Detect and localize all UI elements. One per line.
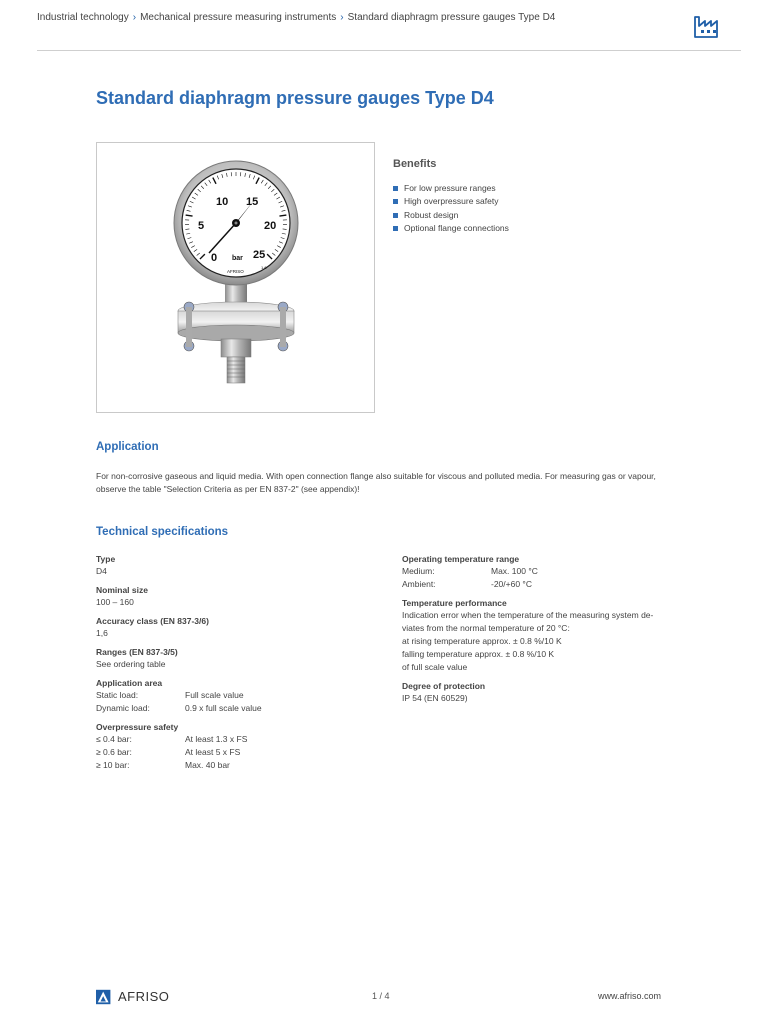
pressure-gauge-image [97,143,374,412]
spec-value: Full scale value [185,690,244,700]
spec-value: At least 5 x FS [185,747,241,757]
chevron-right-icon: › [132,12,137,23]
list-item: High overpressure safety [393,195,509,208]
spec-value: 0.9 x full scale value [185,703,262,713]
spec-operating-temperature [402,553,682,591]
spec-value: At least 1.3 x FS [185,734,248,744]
spec-row [402,578,682,591]
website-link[interactable]: www.afriso.com [598,991,662,1001]
spec-accuracy [96,615,376,640]
spec-value: See ordering table [96,659,166,669]
tech-specs-right-column [402,553,682,711]
header-divider [37,50,741,51]
breadcrumb [37,12,577,24]
page-title: Standard diaphragm pressure gauges Type D4 [96,88,494,108]
spec-label: Type [96,554,116,564]
gauge-scale-0: 0 [211,252,218,264]
spec-key: Static load: [96,690,139,700]
footer-brand: AFRISO [118,989,170,1004]
breadcrumb-link-industrial-technology[interactable]: Industrial technology [37,12,129,23]
spec-label: Overpressure safety [96,722,179,732]
spec-row [96,759,376,772]
spec-value: falling temperature approx. ± 0.8 %/10 K [402,649,555,659]
spec-value: viates from the normal temperature of 20 °C: [402,623,570,633]
spec-key: Medium: [402,566,435,576]
gauge-scale-5: 5 [198,220,205,232]
chevron-right-icon: › [340,12,344,23]
spec-value: Indication error when the temperature of the measuring system de- [402,610,654,620]
spec-value: of full scale value [402,662,468,672]
tech-specs-left-column [96,553,376,778]
spec-value: IP 54 (EN 60529) [402,693,468,703]
spec-label: Operating temperature range [402,554,520,564]
factory-icon [693,13,721,39]
spec-label: Degree of protection [402,681,486,691]
list-item: For low pressure ranges [393,182,509,195]
spec-key: Ambient: [402,579,436,589]
spec-temperature-performance [402,597,682,674]
breadcrumb-link-mechanical-pressure[interactable]: Mechanical pressure measuring instruments [140,12,337,23]
spec-label: Nominal size [96,585,148,595]
gauge-scale-10: 10 [216,196,229,208]
spec-overpressure-safety [96,721,376,772]
spec-label: Ranges (EN 837-3/5) [96,647,178,657]
gauge-scale-20: 20 [264,220,277,232]
breadcrumb-current-page[interactable]: Standard diaphragm pressure gauges Type D4 [347,12,556,23]
spec-nominal-size [96,584,376,609]
spec-row [402,565,682,578]
spec-label: Temperature performance [402,598,507,608]
list-item: Robust design [393,209,509,222]
page-number: 1 / 4 [372,991,390,1001]
gauge-brand: AFRISO [227,269,244,274]
spec-label: Application area [96,678,163,688]
spec-type [96,553,376,578]
spec-value: Max. 100 °C [491,566,538,576]
spec-value: -20/+60 °C [491,579,532,589]
application-text: For non-corrosive gaseous and liquid media. With open connection flange also suitable for viscous and polluted media. For measuring gas or vapour, observe the table "Selection Criteria as per EN 837-2" (see appendix)! [96,471,656,494]
benefits-heading: Benefits [393,158,437,170]
spec-value: 100 – 160 [96,597,134,607]
spec-row [96,702,376,715]
spec-value: D4 [96,566,107,576]
spec-row [96,746,376,759]
benefits-list [393,182,509,235]
list-item: Optional flange connections [393,222,509,235]
spec-value: at rising temperature approx. ± 0.8 %/10 K [402,636,562,646]
gauge-accuracy: 1.6 [261,265,267,270]
spec-value: Max. 40 bar [185,760,230,770]
spec-key: Dynamic load: [96,703,150,713]
spec-row [96,689,376,702]
spec-key: ≥ 0.6 bar: [96,747,132,757]
spec-degree-of-protection [402,680,682,705]
spec-value: 1,6 [96,628,108,638]
product-image-frame [96,142,375,413]
spec-label: Accuracy class (EN 837-3/6) [96,616,209,626]
spec-row [96,733,376,746]
spec-key: ≤ 0.4 bar: [96,734,132,744]
tech-specs-heading: Technical specifications [96,526,229,538]
gauge-unit: bar [232,255,243,262]
spec-ranges [96,646,376,671]
spec-application-area [96,677,376,715]
afriso-logo-icon [96,989,114,1005]
gauge-scale-15: 15 [246,196,259,208]
application-heading: Application [96,441,159,453]
gauge-scale-25: 25 [253,249,266,261]
spec-key: ≥ 10 bar: [96,760,130,770]
